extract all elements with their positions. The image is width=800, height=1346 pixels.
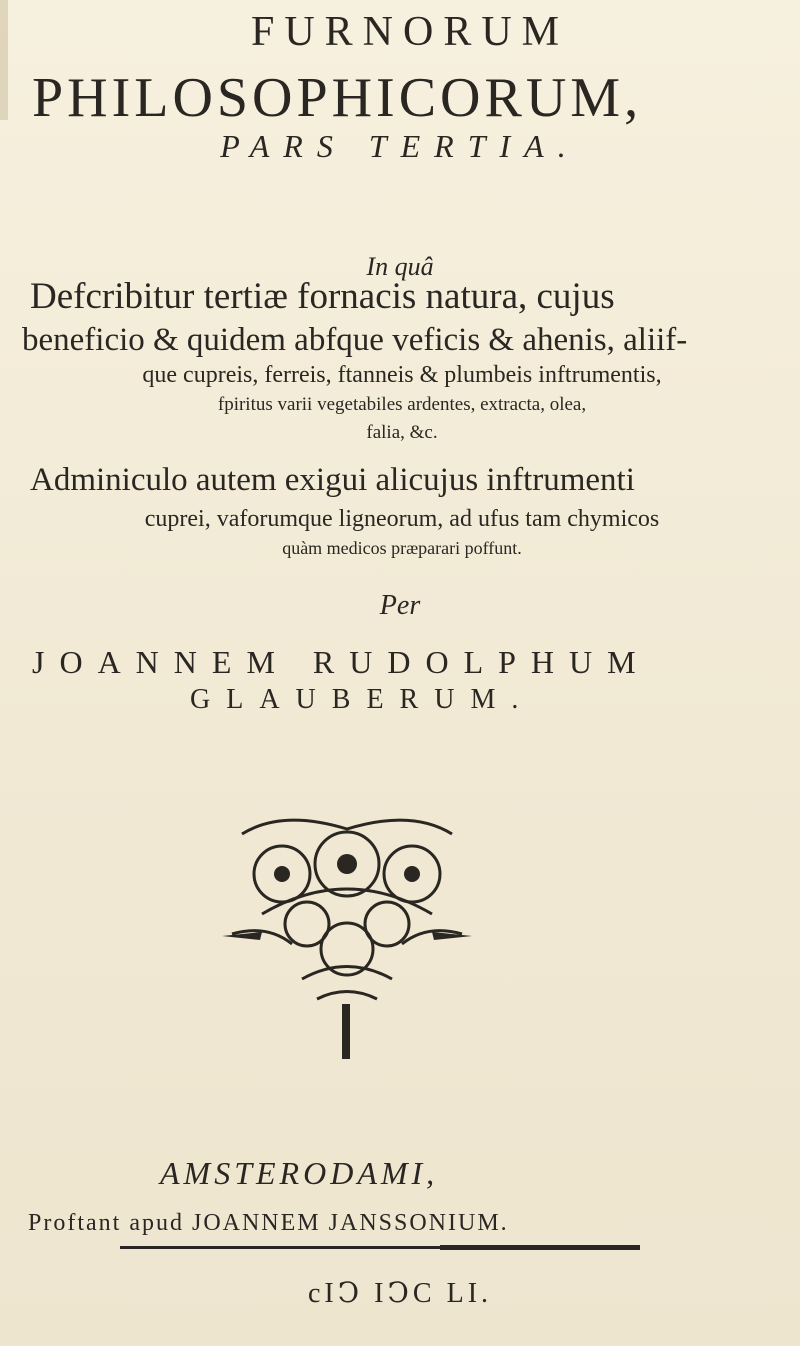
imprint-date: cIↃ IↃC LI. xyxy=(307,1278,493,1309)
part-title: PARS TERTIA. xyxy=(220,128,580,164)
title-line-2: PHILOSOPHICORUM, xyxy=(32,67,643,129)
imprint-prostant: Proftant apud JOANNEM JANSSONIUM. xyxy=(28,1210,509,1236)
description-line-5: falia, &c. xyxy=(366,422,438,443)
edge-stain xyxy=(0,0,8,120)
imprint-rule-thick xyxy=(440,1245,640,1250)
title-line-1: FURNORUM xyxy=(250,9,570,55)
in-qua: In quâ xyxy=(366,252,434,281)
adminiculo-line-3: quàm medicos præparari poffunt. xyxy=(282,538,522,558)
adminiculo-line-2: cuprei, vaforumque ligneorum, ad ufus tam chymicos xyxy=(144,506,660,532)
per-label: Per xyxy=(379,590,421,621)
fleuron-ornament-icon xyxy=(222,804,472,1059)
author-name-2: GLAUBERUM. xyxy=(190,684,535,715)
author-name-1: JOANNEM RUDOLPHUM xyxy=(32,644,651,680)
description-line-1: Defcribitur tertiæ fornacis natura, cujus xyxy=(30,276,615,317)
imprint-place: AMSTERODAMI, xyxy=(160,1155,439,1191)
description-line-4: fpiritus varii vegetabiles ardentes, extracta, olea, xyxy=(217,394,587,415)
adminiculo-line-1: Adminiculo autem exigui alicujus inftrumenti xyxy=(30,462,635,498)
description-line-2: beneficio & quidem abfque veficis & ahenis, aliif- xyxy=(22,322,688,358)
description-line-3: que cupreis, ferreis, ftanneis & plumbeis inftrumentis, xyxy=(142,362,662,388)
